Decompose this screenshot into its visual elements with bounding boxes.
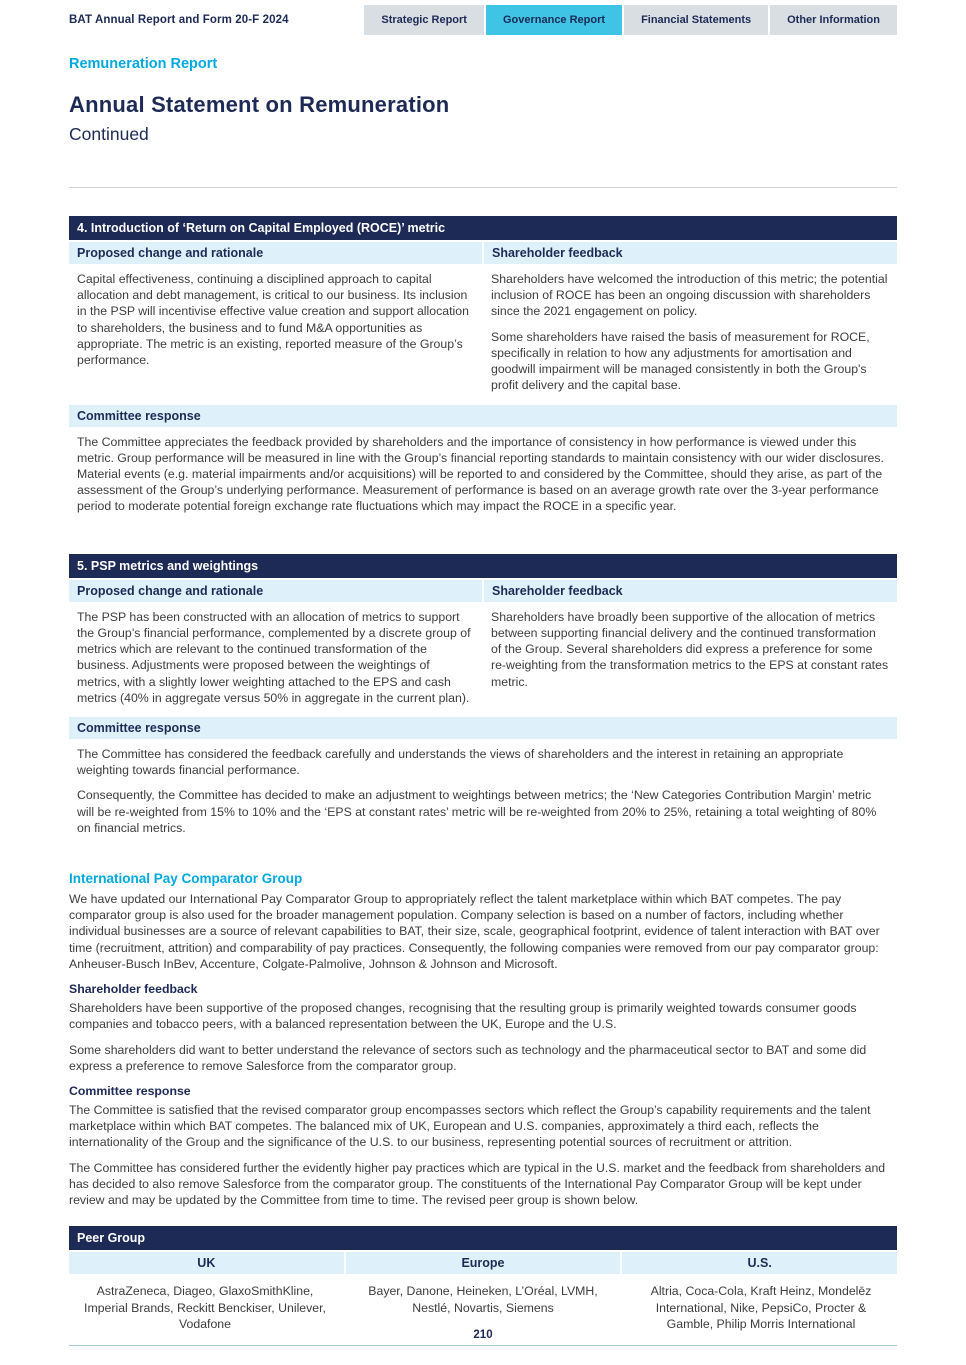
section-roce-body-row [69,264,897,405]
paragraph: Shareholders have broadly been supportive of the allocation of metrics between supporting financial delivery and the continued transformation of the Group. Several shareholders did express a preference for some re-weighting from the transformation metrics to the EPS at constant rates metric. [491,609,889,689]
column-header-proposed-change: Proposed change and rationale [69,242,482,264]
comparator-intro: We have updated our International Pay Comparator Group to appropriately reflect the talent marketplace within which BAT competes. The pay comparator group is also used for the broader management population. Company selection is based on a number of factors, including whether individual businesses are a source of relevant capabilities to BAT, their size, scale, geographical footprint, evidence of talent interaction with BAT over time (recruitment, attrition) and comparability of pay practices. Consequently, the following companies were removed from our pay comparator group: Anheuser-Busch InBev, Accenture, Colgate-Palmolive, Johnson & Johnson and Microsoft. [69,892,880,971]
paragraph: The Committee has considered the feedback carefully and understands the views of shareholders and the interest in retaining an appropriate weighting towards financial performance. [77,746,844,778]
section-tabs [364,5,897,35]
section-pay-comparator [69,871,897,1208]
tab-financial-statements[interactable]: Financial Statements [624,5,768,35]
tab-governance-report[interactable]: Governance Report [486,5,622,35]
peer-column-header-europe: Europe [346,1252,621,1274]
psp-committee-response-body [69,739,897,847]
paragraph: Capital effectiveness, continuing a disciplined approach to capital allocation and debt management, is critical to our business. Its inclusion in the PSP will incentivise effective value creation and support allocation to shareholders, the business and to fund M&A opportunities as appropriate. The metric is an existing, reported measure of the Group’s performance. [77,272,469,368]
paragraph: The Committee appreciates the feedback provided by shareholders and the importance of consistency in how performance is viewed under this metric. Group performance will be measured in line with the Group’s financial reporting standards to maintain consistency with our wider disclosures. Material events (e.g. material impairments and/or acquisitions) will be reported to and considered by the Committee, should they arise, as part of the assessment of the Group’s underlying performance. Measurement of performance is based on an average growth rate over the 3-year performance period to moderate potential foreign exchange rate fluctuations which may impact the ROCE in a specific year. [77,434,884,514]
psp-committee-response-header: Committee response [69,717,897,739]
paragraph: The Committee is satisfied that the revised comparator group encompasses sectors which reflect the Group’s capability requirements and the talent marketplace within which BAT competes. The balanced mix of UK, European and U.S. companies, approximately a third each, reflects the internationality of the Group and the significance of the U.S. to our business, representing potential sources of recruitment or attrition. [69,1103,871,1150]
section-roce-title-bar: 4. Introduction of ‘Return on Capital Employed (ROCE)’ metric [69,216,897,240]
page-title: Annual Statement on Remuneration [69,92,450,117]
comparator-heading: International Pay Comparator Group [69,871,303,887]
peer-cell-us: Altria, Coca-Cola, Kraft Heinz, Mondelēz International, Nike, PepsiCo, Procter & Gamble, Philip Morris International [650,1284,872,1331]
top-bar [0,0,966,35]
peer-cell-europe: Bayer, Danone, Heineken, L’Oréal, LVMH, Nestlé, Novartis, Siemens [368,1284,598,1315]
column-header-proposed-change: Proposed change and rationale [69,580,482,602]
section-eyebrow: Remuneration Report [69,56,218,72]
section-roce-header-row [69,242,897,264]
section-roce [69,216,897,526]
tab-other-information[interactable]: Other Information [770,5,897,35]
page-subtitle: Continued [69,124,149,144]
psp-shareholder-feedback-cell [491,609,889,706]
roce-committee-response-body [69,427,897,526]
tab-strategic-report[interactable]: Strategic Report [364,5,484,35]
psp-proposed-change-cell [77,609,475,706]
paragraph: Some shareholders did want to better understand the relevance of sectors such as technology and the pharmaceutical sector to BAT and some did express a preference to remove Salesforce from the comparator group. [69,1042,867,1073]
section-psp-body-row [69,602,897,717]
heading-divider [69,187,897,188]
peer-group-header-row [69,1252,897,1274]
paragraph: The PSP has been constructed with an allocation of metrics to support the Group’s financial performance, complemented by a discrete group of metrics which are relevant to the continued transformation of the business. Adjustments were proposed between the weightings of metrics, with a slightly lower weighting attached to the EPS and cash metrics (40% in aggregate versus 50% in aggregate in the current plan). [77,609,471,705]
paragraph: The Committee has considered further the evidently higher pay practices which are typical in the U.S. market and the feedback from shareholders and has decided to also remove Salesforce from the comparator group. The constituents of the International Pay Comparator Group will be kept under review and may be updated by the Committee from time to time. The revised peer group is shown below. [69,1160,886,1208]
roce-shareholder-feedback-cell [491,271,889,394]
paragraph: Consequently, the Committee has decided to make an adjustment to weightings between metrics; the ‘New Categories Contribution Margin’ metric will be re-weighted from 15% to 10% and the ‘EPS at constant rates’ metric will be re-weighted from 20% to 25%, retaining a total weighting of 80% on financial metrics. [77,788,877,835]
page-number: 210 [473,1329,493,1341]
paragraph: Some shareholders have raised the basis of measurement for ROCE, specifically in relation to how any adjustments for amortisation and goodwill impairment will be managed consistently in both the Group's profit delivery and the capital base. [491,329,870,393]
peer-cell-uk: AstraZeneca, Diageo, GlaxoSmithKline, Imperial Brands, Reckitt Benckiser, Unilever, Vodafone [84,1284,326,1331]
comparator-committee-response-subhead: Committee response [69,1084,191,1098]
peer-column-header-uk: UK [69,1252,344,1274]
column-header-shareholder-feedback: Shareholder feedback [484,580,897,602]
report-title: BAT Annual Report and Form 20-F 2024 [69,14,289,26]
peer-column-header-us: U.S. [622,1252,897,1274]
page-content [0,56,966,1346]
section-psp-title-bar: 5. PSP metrics and weightings [69,554,897,578]
comparator-shareholder-feedback-subhead: Shareholder feedback [69,982,198,997]
column-header-shareholder-feedback: Shareholder feedback [484,242,897,264]
section-psp [69,554,897,847]
section-psp-header-row [69,580,897,602]
roce-proposed-change-cell [77,271,475,394]
roce-committee-response-header: Committee response [69,405,897,427]
paragraph: Shareholders have welcomed the introduction of this metric; the potential inclusion of ROCE has been an ongoing discussion with shareholders since the 2021 engagement on policy. [491,272,888,319]
paragraph: Shareholders have been supportive of the proposed changes, recognising that the resulting group is primarily weighted towards consumer goods companies and tobacco peers, with a balanced representation between the UK, Europe and the U.S. [69,1001,857,1032]
peer-group-title-bar: Peer Group [69,1226,897,1250]
